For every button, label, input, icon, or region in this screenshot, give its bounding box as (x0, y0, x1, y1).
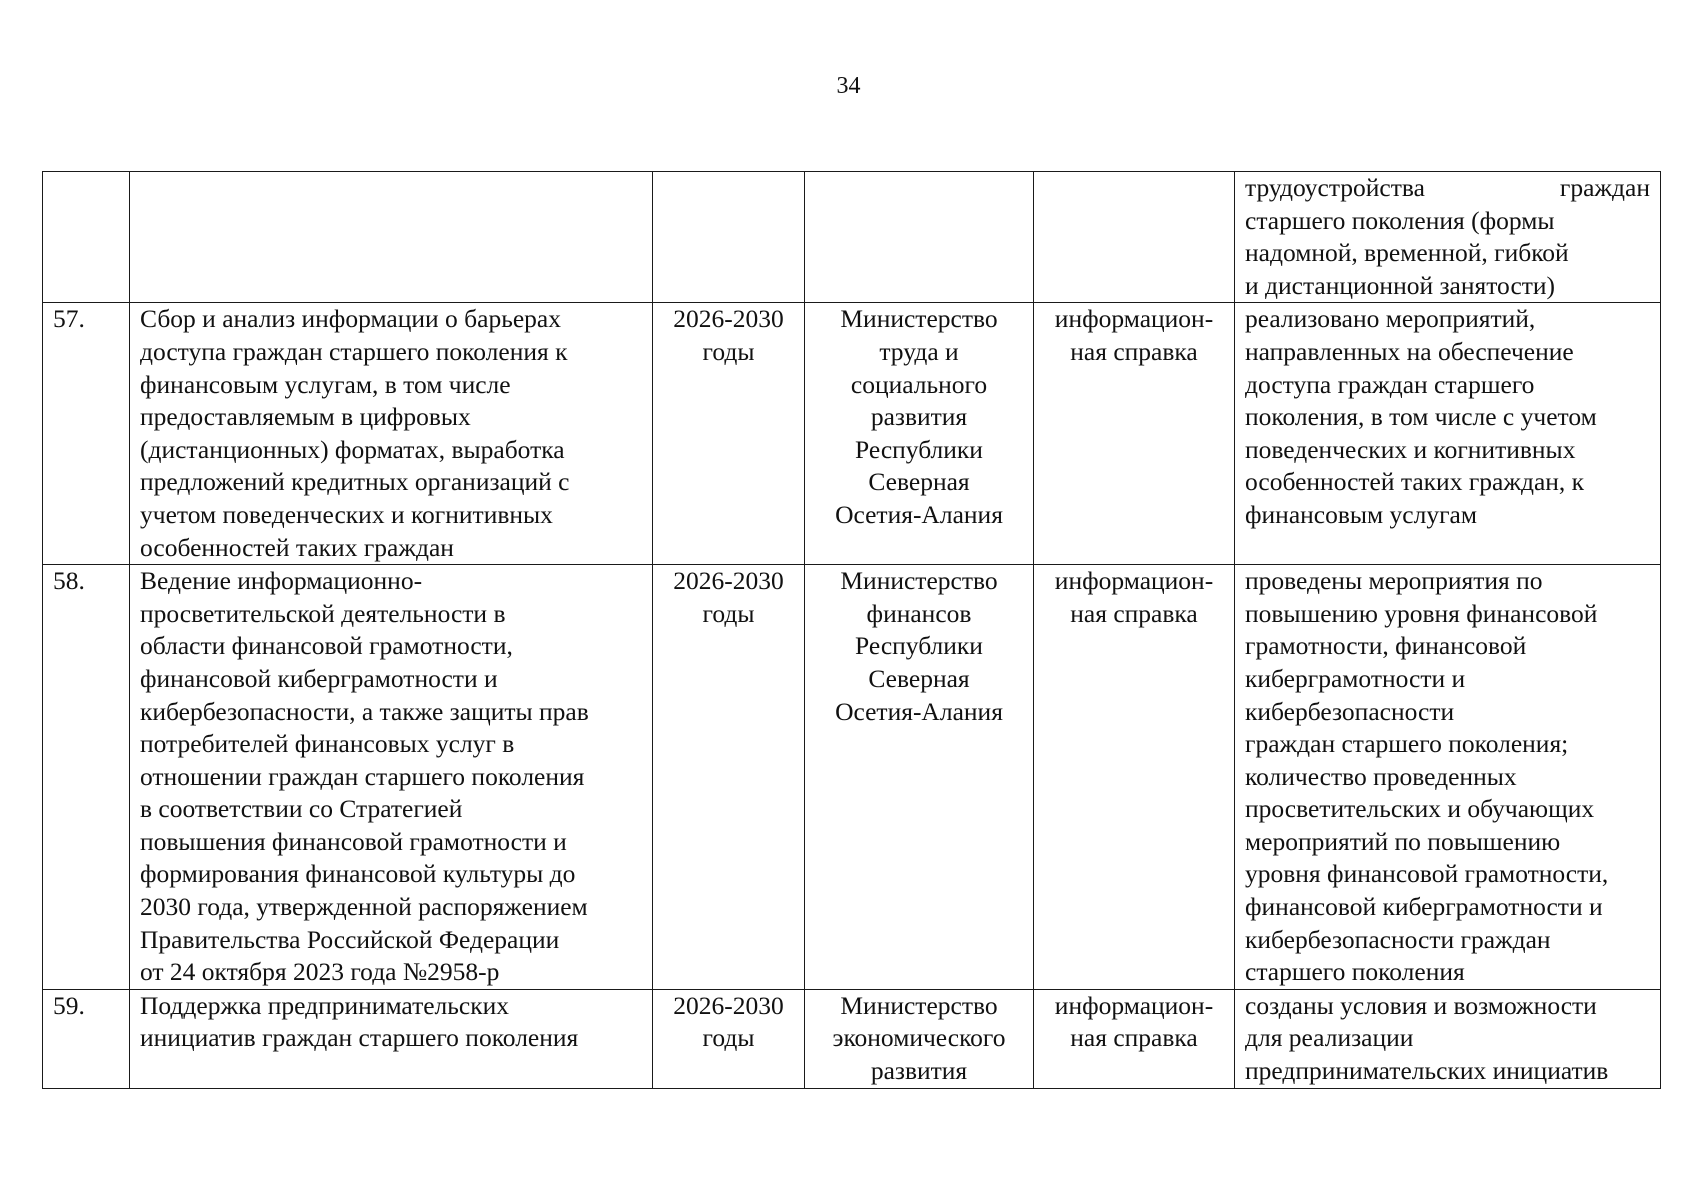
expected-result-first-line: трудоустройства граждан (1245, 173, 1650, 202)
table-row (43, 303, 1661, 565)
result-document: информацион- ная справка (1034, 303, 1235, 565)
measure-name (130, 172, 653, 303)
result-document: информацион- ная справка (1034, 565, 1235, 990)
responsible-executor: Министерство труда и социального развития Республики Северная Осетия-Алания (805, 303, 1034, 565)
page-number: 34 (836, 73, 861, 99)
result-document (1034, 172, 1235, 303)
table-row (43, 172, 1661, 303)
measure-name: Поддержка предпринимательских инициатив граждан старшего поколения (130, 989, 653, 1088)
table-row (43, 565, 1661, 990)
row-number: 58. (43, 565, 130, 990)
responsible-executor: Министерство экономического развития (805, 989, 1034, 1088)
implementation-period: 2026-2030 годы (653, 303, 805, 565)
measure-name: Ведение информационно- просветительской деятельности в области финансовой грамотности, финансовой киберграмотности и кибербезопасности, а также защиты прав потребителей финансовых услуг в отношении граждан старшего поколения в соответствии со Стратегией повышения финансовой грамотности и формирования финансовой культуры до 2030 года, утвержденной распоряжением Правительства Российской Федерации от 24 октября 2023 года №2958-р (130, 565, 653, 990)
measure-name: Сбор и анализ информации о барьерах доступа граждан старшего поколения к финансовым услугам, в том числе предоставляемым в цифровых (дистанционных) форматах, выработка предложений кредитных организаций с учетом поведенческих и когнитивных особенностей таких граждан (130, 303, 653, 565)
expected-result: созданы условия и возможности для реализации предпринимательских инициатив (1235, 989, 1661, 1088)
expected-result-text: старшего поколения (формы надомной, временной, гибкой и дистанционной занятости) (1245, 205, 1569, 300)
table-row (43, 989, 1661, 1088)
expected-result: реализовано мероприятий, направленных на обеспечение доступа граждан старшего поколения, в том числе с учетом поведенческих и когнитивных особенностей таких граждан, к финансовым услугам (1235, 303, 1661, 565)
responsible-executor (805, 172, 1034, 303)
implementation-period: 2026-2030 годы (653, 565, 805, 990)
row-number: 57. (43, 303, 130, 565)
responsible-executor: Министерство финансов Республики Северная Осетия-Алания (805, 565, 1034, 990)
expected-result: проведены мероприятия по повышению уровня финансовой грамотности, финансовой киберграмотности и кибербезопасности граждан старшего поколения; количество проведенных просветительских и обучающих мероприятий по повышению уровня финансовой грамотности, финансовой киберграмотности и кибербезопасности граждан старшего поколения (1235, 565, 1661, 990)
measures-table (42, 171, 1661, 1089)
expected-result (1235, 172, 1661, 303)
result-document: информацион- ная справка (1034, 989, 1235, 1088)
row-number: 59. (43, 989, 130, 1088)
row-number (43, 172, 130, 303)
implementation-period (653, 172, 805, 303)
implementation-period: 2026-2030 годы (653, 989, 805, 1088)
